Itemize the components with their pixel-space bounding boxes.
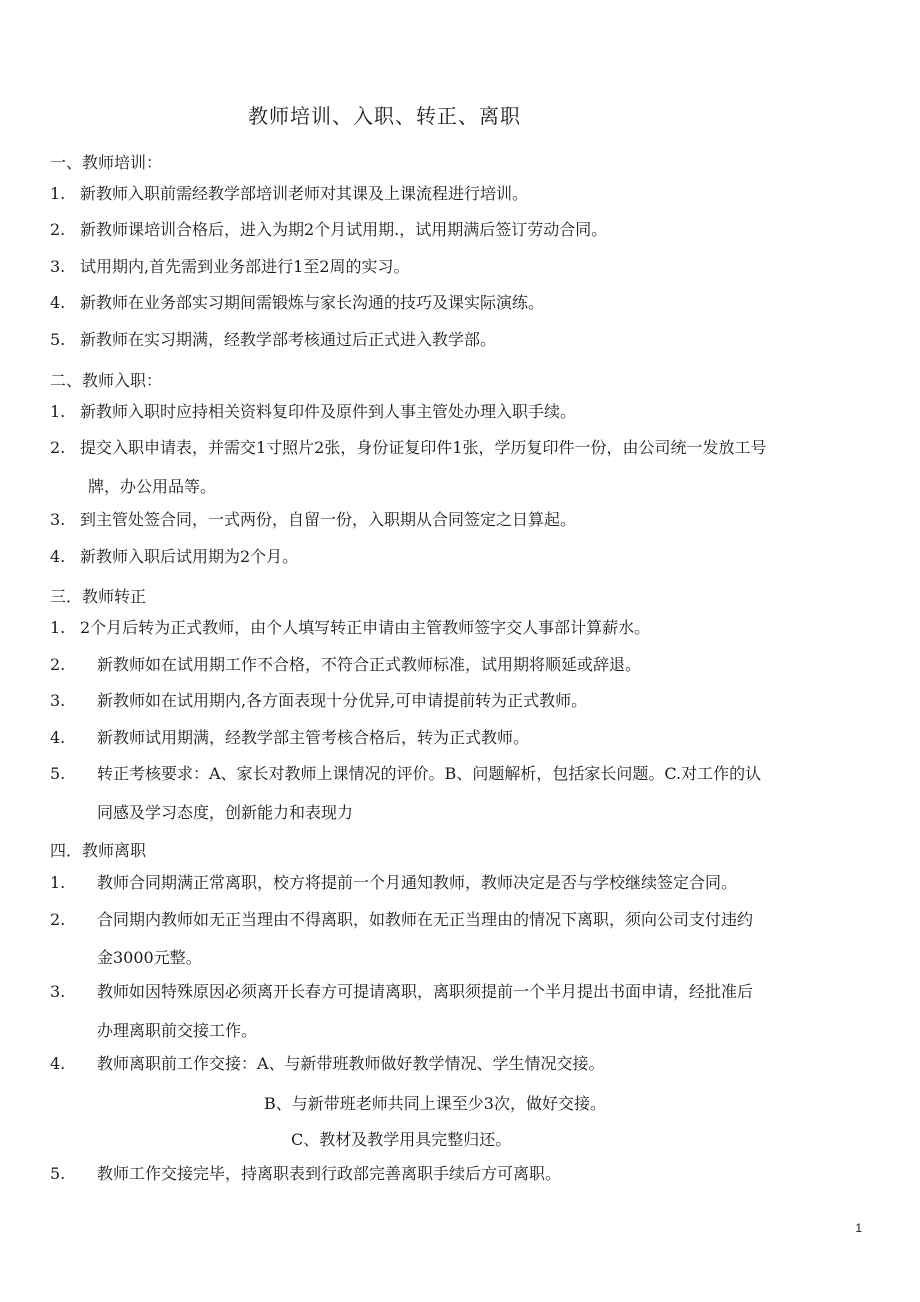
item-number: 3. (50, 691, 66, 710)
item-text: 教师离职前工作交接：A、与新带班教师做好教学情况、学生情况交接。 (97, 1054, 605, 1073)
item-text: 新教师在业务部实习期间需锻炼与家长沟通的技巧及课实际演练。 (80, 293, 545, 312)
item-text-continuation: 同感及学习态度，创新能力和表现力 (97, 803, 354, 822)
item-text: 新教师如在试用期内,各方面表现十分优异,可申请提前转为正式教师。 (97, 691, 588, 710)
item-number: 1. (50, 618, 66, 637)
item-text: 新教师在实习期满，经教学部考核通过后正式进入教学部。 (80, 330, 497, 349)
document-title: 教师培训、入职、转正、离职 (248, 104, 521, 128)
item-number: 2. (50, 655, 66, 674)
item-number: 1. (50, 402, 66, 421)
item-text: 教师如因特殊原因必须离开长春方可提请离职，离职须提前一个半月提出书面申请，经批准后 (97, 982, 754, 1001)
section-heading-confirmation: 三．教师转正 (50, 587, 147, 606)
section-heading-onboarding: 二、教师入职： (50, 371, 163, 390)
item-number: 4. (50, 728, 66, 747)
item-number: 1. (50, 873, 66, 892)
item-text: 提交入职申请表，并需交1寸照片2张，身份证复印件1张，学历复印件一份，由公司统一发放工号 (80, 438, 767, 457)
item-number: 3. (50, 257, 66, 276)
item-number: 5. (50, 330, 66, 349)
item-number: 5. (50, 764, 66, 783)
item-text: 教师工作交接完毕，持离职表到行政部完善离职手续后方可离职。 (97, 1164, 562, 1183)
section-heading-training: 一、教师培训： (50, 153, 163, 172)
item-number: 2. (50, 220, 66, 239)
item-text: 新教师如在试用期工作不合格，不符合正式教师标准，试用期将顺延或辞退。 (97, 655, 642, 674)
item-number: 2. (50, 438, 66, 457)
item-number: 4. (50, 293, 66, 312)
item-text-continuation: 牌，办公用品等。 (88, 477, 217, 496)
item-text: 转正考核要求：A、家长对教师上课情况的评价。B、问题解析，包括家长问题。C.对工作的认 (97, 764, 762, 783)
item-text: 教师合同期满正常离职，校方将提前一个月通知教师，教师决定是否与学校继续签定合同。 (97, 873, 738, 892)
item-text: 新教师试用期满，经教学部主管考核合格后，转为正式教师。 (97, 728, 530, 747)
item-number: 1. (50, 184, 66, 203)
item-text: 2个月后转为正式教师，由个人填写转正申请由主管教师签字交人事部计算薪水。 (80, 618, 651, 637)
item-number: 2. (50, 910, 66, 929)
item-number: 4. (50, 547, 66, 566)
item-text: 新教师入职时应持相关资料复印件及原件到人事主管处办理入职手续。 (80, 402, 577, 421)
item-subline: B、与新带班老师共同上课至少3次，做好交接。 (264, 1094, 606, 1113)
item-subline: C、教材及教学用具完整归还。 (291, 1130, 512, 1149)
item-number: 3. (50, 510, 66, 529)
item-text: 新教师课培训合格后，进入为期2个月试用期.，试用期满后签订劳动合同。 (80, 220, 608, 239)
item-number: 4. (50, 1054, 66, 1073)
item-text: 新教师入职前需经教学部培训老师对其课及上课流程进行培训。 (80, 184, 529, 203)
item-text: 新教师入职后试用期为2个月。 (80, 547, 299, 566)
item-text-continuation: 办理离职前交接工作。 (97, 1021, 258, 1040)
item-text: 试用期内,首先需到业务部进行1至2周的实习。 (80, 257, 410, 276)
section-heading-resignation: 四．教师离职 (50, 841, 147, 860)
item-text-continuation: 金3000元整。 (97, 948, 202, 967)
item-number: 3. (50, 982, 66, 1001)
page-number: 1 (855, 1221, 862, 1235)
item-text: 合同期内教师如无正当理由不得离职，如教师在无正当理由的情况下离职，须向公司支付违约 (97, 910, 754, 929)
item-number: 5. (50, 1164, 66, 1183)
item-text: 到主管处签合同，一式两份，自留一份，入职期从合同签定之日算起。 (80, 510, 577, 529)
